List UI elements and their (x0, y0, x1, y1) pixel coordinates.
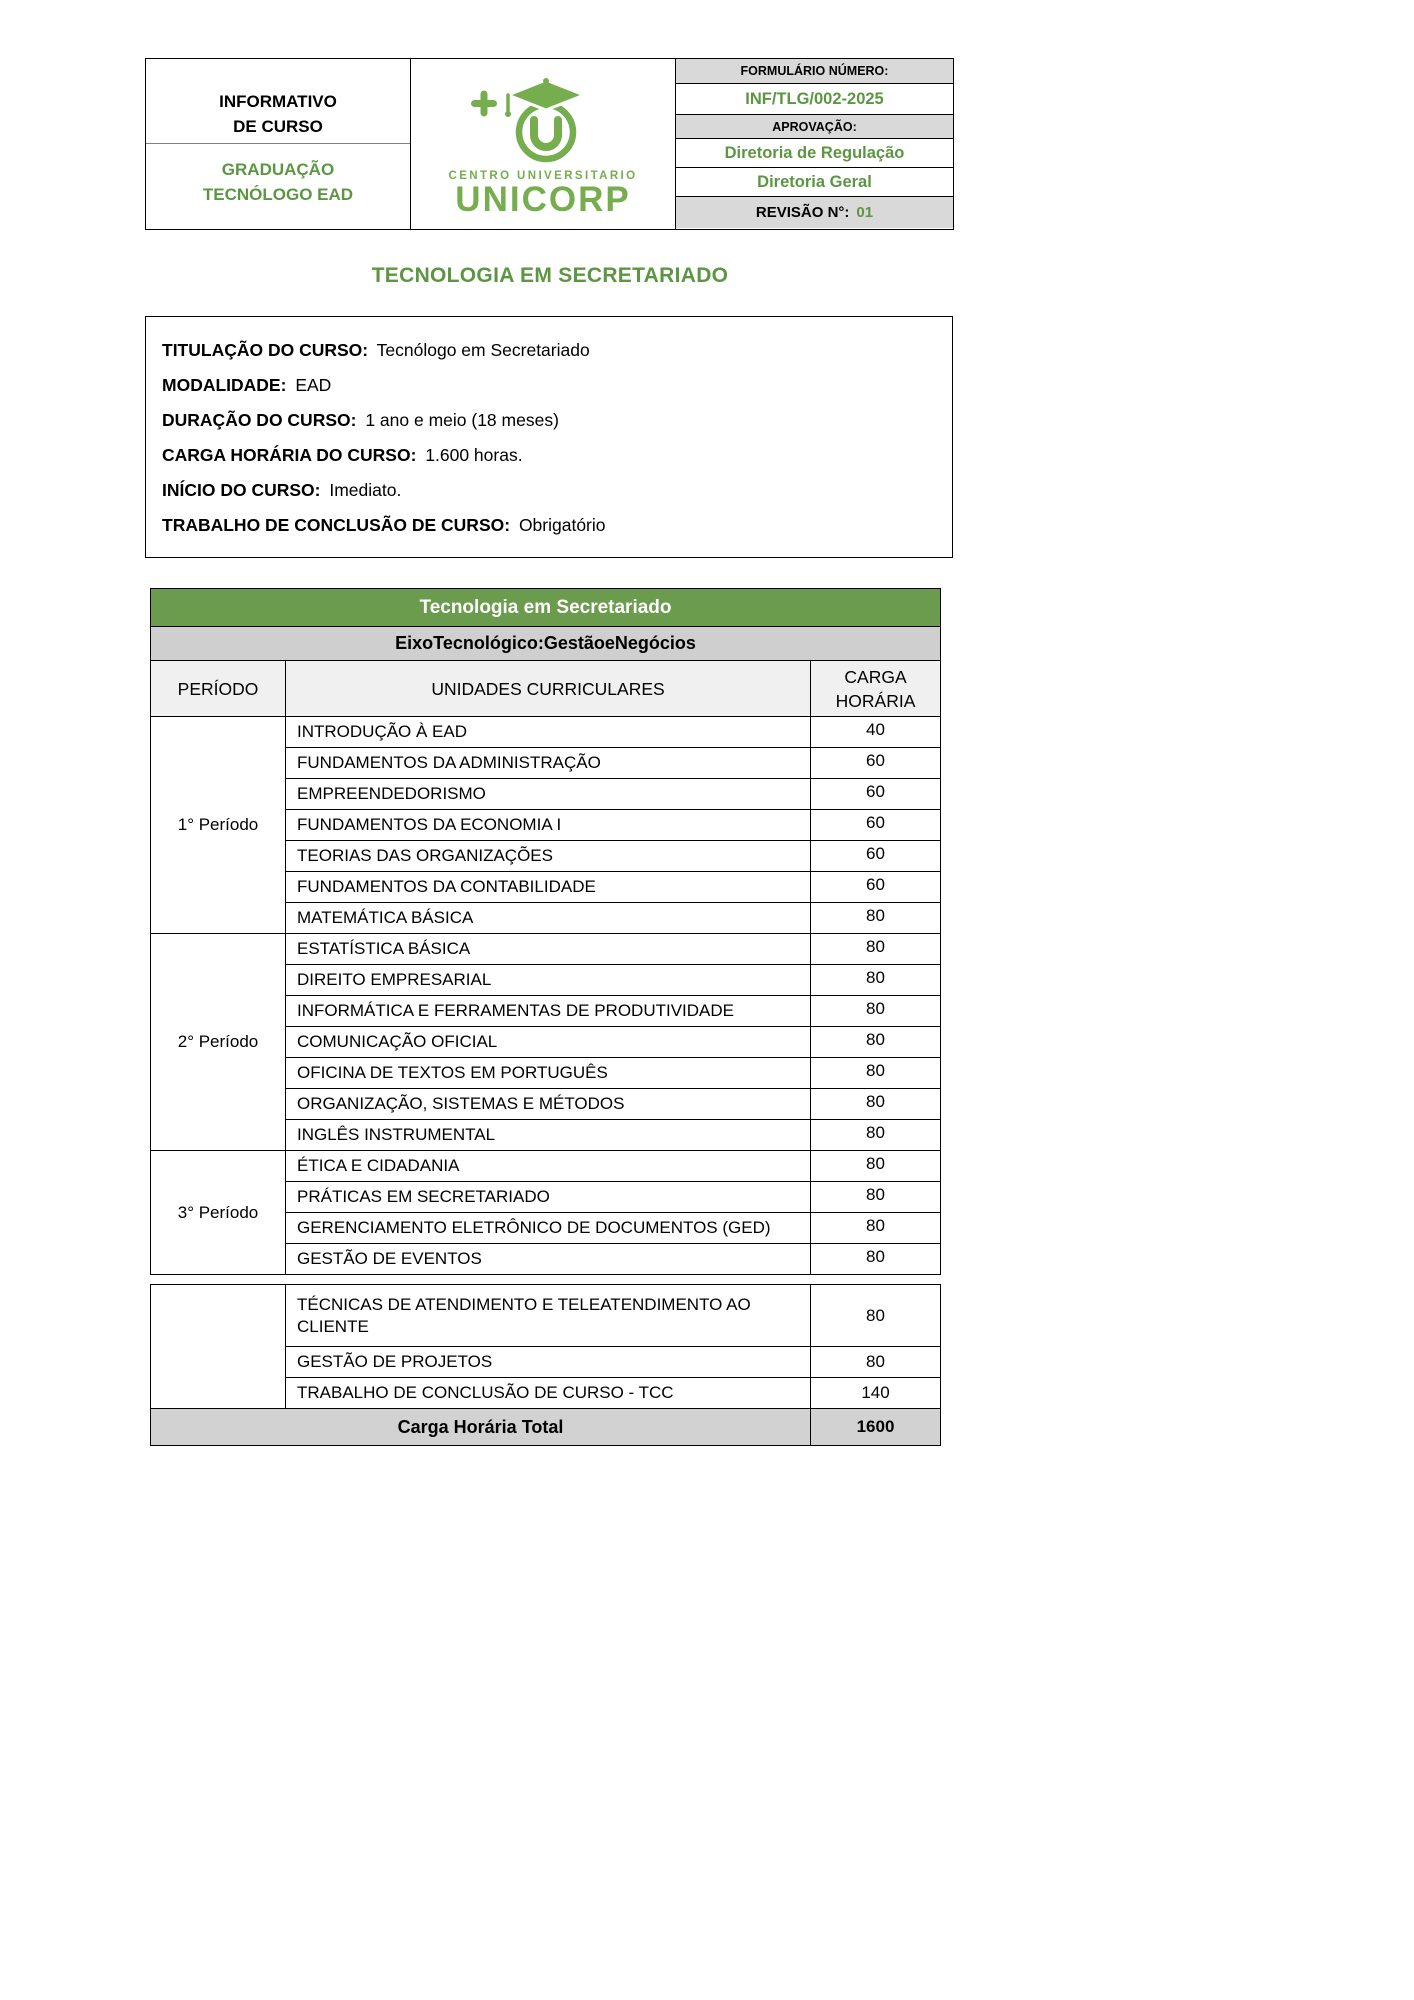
period-cell: 1° Período (151, 717, 286, 934)
subject-hours: 80 (811, 903, 941, 934)
approval-value-2: Diretoria Geral (676, 168, 953, 197)
subject-name: PRÁTICAS EM SECRETARIADO (286, 1182, 811, 1213)
period-cell: 2° Período (151, 934, 286, 1151)
period-cell: 3° Período (151, 1151, 286, 1275)
header-form-cell (676, 59, 954, 230)
subject-name: ESTATÍSTICA BÁSICA (286, 934, 811, 965)
column-periodo: PERÍODO (151, 661, 286, 717)
subject-name: FUNDAMENTOS DA ECONOMIA I (286, 810, 811, 841)
logo-name: UNICORP (455, 180, 631, 219)
graduation-cap-icon (463, 76, 623, 168)
subject-hours: 80 (811, 965, 941, 996)
document-page (145, 58, 955, 1446)
info-line-tcc (162, 508, 936, 543)
total-row (151, 1409, 941, 1446)
subject-hours: 60 (811, 748, 941, 779)
course-type-heading (146, 144, 410, 229)
subject-hours: 80 (811, 1089, 941, 1120)
subject-name: INGLÊS INSTRUMENTAL (286, 1120, 811, 1151)
subject-hours: 40 (811, 717, 941, 748)
curriculum-body-continued (151, 1285, 941, 1409)
course-info-heading (146, 59, 410, 144)
form-number-value: INF/TLG/002-2025 (676, 84, 953, 115)
form-number-label: FORMULÁRIO NÚMERO: (676, 59, 953, 84)
subject-name: INFORMÁTICA E FERRAMENTAS DE PRODUTIVIDADE (286, 996, 811, 1027)
subject-name: ÉTICA E CIDADANIA (286, 1151, 811, 1182)
info-line-carga-horaria (162, 438, 936, 473)
logo-subtitle: CENTRO UNIVERSITARIO (448, 170, 638, 182)
table-title: Tecnologia em Secretariado (151, 589, 941, 627)
column-unidades: UNIDADES CURRICULARES (286, 661, 811, 717)
subject-name: GESTÃO DE EVENTOS (286, 1244, 811, 1275)
info-line-inicio (162, 473, 936, 508)
header (145, 58, 954, 230)
subject-hours: 80 (811, 1213, 941, 1244)
subject-hours: 60 (811, 872, 941, 903)
unicorp-logo (411, 59, 675, 229)
subject-hours: 80 (811, 934, 941, 965)
subject-name: COMUNICAÇÃO OFICIAL (286, 1027, 811, 1058)
table-subtitle: EixoTecnológico:GestãoeNegócios (151, 627, 941, 661)
curriculum-table (150, 588, 941, 1275)
subject-hours: 80 (811, 1285, 941, 1347)
revision-row (676, 197, 953, 228)
info-line-duracao (162, 403, 936, 438)
subject-name: OFICINA DE TEXTOS EM PORTUGUÊS (286, 1058, 811, 1089)
subject-hours: 80 (811, 1151, 941, 1182)
subject-hours: 60 (811, 779, 941, 810)
info-value: 1 ano e meio (18 meses) (365, 410, 559, 430)
subject-name: MATEMÁTICA BÁSICA (286, 903, 811, 934)
curriculum-row (151, 717, 941, 748)
subject-hours: 60 (811, 841, 941, 872)
subject-hours: 80 (811, 1182, 941, 1213)
subject-name: DIREITO EMPRESARIAL (286, 965, 811, 996)
total-value: 1600 (811, 1409, 941, 1446)
info-label: MODALIDADE: (162, 375, 287, 395)
curriculum-row (151, 1151, 941, 1182)
info-label: DURAÇÃO DO CURSO: (162, 410, 357, 430)
info-label: INÍCIO DO CURSO: (162, 480, 321, 500)
header-left-cell (146, 59, 411, 230)
subject-name: INTRODUÇÃO À EAD (286, 717, 811, 748)
subject-hours: 80 (811, 1120, 941, 1151)
approval-value-1: Diretoria de Regulação (676, 139, 953, 168)
subject-name: TEORIAS DAS ORGANIZAÇÕES (286, 841, 811, 872)
header-line: TECNÓLOGO EAD (202, 184, 354, 204)
subject-hours: 80 (811, 1027, 941, 1058)
subject-hours: 80 (811, 1058, 941, 1089)
curriculum-section (150, 588, 955, 1446)
page-title: TECNOLOGIA EM SECRETARIADO (371, 264, 729, 287)
total-label: Carga Horária Total (151, 1409, 811, 1446)
header-line: INFORMATIVO (219, 92, 337, 111)
revision-value: 01 (856, 204, 874, 221)
info-value: Imediato. (329, 480, 402, 500)
column-carga-horaria: CARGA HORÁRIA (811, 661, 941, 717)
header-line: GRADUAÇÃO (221, 159, 335, 179)
period-cell (151, 1285, 286, 1409)
course-info-box (145, 316, 953, 558)
subject-name: FUNDAMENTOS DA ADMINISTRAÇÃO (286, 748, 811, 779)
revision-label: REVISÃO N°: (755, 204, 850, 221)
curriculum-row (151, 934, 941, 965)
info-value: Obrigatório (518, 515, 606, 535)
subject-name: GERENCIAMENTO ELETRÔNICO DE DOCUMENTOS (GED) (286, 1213, 811, 1244)
approval-label: APROVAÇÃO: (676, 115, 953, 139)
subject-name: TÉCNICAS DE ATENDIMENTO E TELEATENDIMENTO AO CLIENTE (286, 1285, 811, 1347)
info-label: TRABALHO DE CONCLUSÃO DE CURSO: (162, 515, 511, 535)
subject-name: ORGANIZAÇÃO, SISTEMAS E MÉTODOS (286, 1089, 811, 1120)
info-label: TITULAÇÃO DO CURSO: (162, 340, 369, 360)
subject-name: GESTÃO DE PROJETOS (286, 1347, 811, 1378)
info-label: CARGA HORÁRIA DO CURSO: (162, 445, 417, 465)
subject-hours: 80 (811, 1244, 941, 1275)
header-logo-cell (411, 59, 676, 230)
info-value: Tecnólogo em Secretariado (376, 340, 590, 360)
info-line-titulacao (162, 333, 936, 368)
subject-name: EMPREENDEDORISMO (286, 779, 811, 810)
curriculum-row (151, 1285, 941, 1347)
info-line-modalidade (162, 368, 936, 403)
info-value: 1.600 horas. (425, 445, 523, 465)
subject-hours: 80 (811, 1347, 941, 1378)
curriculum-table-continued (150, 1284, 941, 1446)
subject-name: FUNDAMENTOS DA CONTABILIDADE (286, 872, 811, 903)
subject-hours: 140 (811, 1378, 941, 1409)
info-value: EAD (295, 375, 332, 395)
header-line: DE CURSO (233, 117, 323, 136)
column-header-row (151, 661, 941, 717)
subject-hours: 80 (811, 996, 941, 1027)
curriculum-body (151, 717, 941, 1275)
subject-hours: 60 (811, 810, 941, 841)
subject-name: TRABALHO DE CONCLUSÃO DE CURSO - TCC (286, 1378, 811, 1409)
